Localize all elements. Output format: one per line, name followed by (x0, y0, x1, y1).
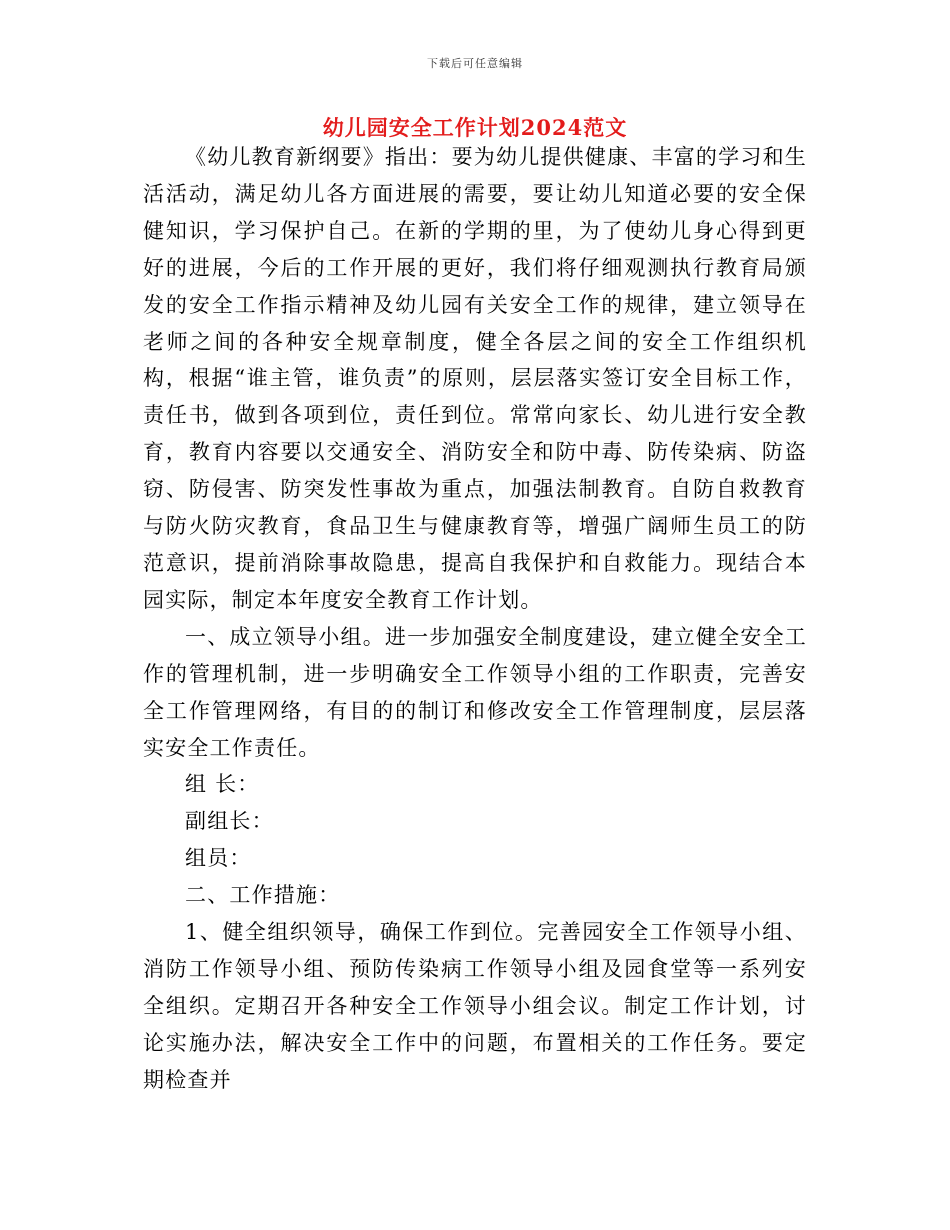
paragraph-intro: 《幼儿教育新纲要》指出：要为幼儿提供健康、丰富的学习和生活活动，满足幼儿各方面进展的需要，要让幼儿知道必要的安全保健知识，学习保护自己。在新的学期的里，为了使幼儿身心得到更好的进展，今后的工作开展的更好，我们将仔细观测执行教育局颁发的安全工作指示精神及幼儿园有关安全工作的规律，建立领导在老师之间的各种安全规章制度，健全各层之间的安全工作组织机构，根据“谁主管，谁负责”的原则，层层落实签订安全目标工作，责任书，做到各项到位，责任到位。常常向家长、幼儿进行安全教育，教育内容要以交通安全、消防安全和防中毒、防传染病、防盗窃、防侵害、防突发性事故为重点，加强法制教育。自防自救教育与防火防灾教育，食品卫生与健康教育等，增强广阔师生员工的防范意识，提前消除事故隐患，提高自我保护和自救能力。现结合本园实际，制定本年度安全教育工作计划。 (143, 145, 807, 612)
document-title: 幼儿园安全工作计划2024范文 (322, 115, 628, 140)
paragraph-members: 组员： (185, 846, 252, 871)
paragraph-section-two: 二、工作措施： (185, 883, 341, 908)
paragraph-section-one: 一、成立领导小组。进一步加强安全制度建设，建立健全安全工作的管理机制，进一步明确安全工作领导小组的工作职责，完善安全工作管理网络，有目的的制订和修改安全工作管理制度，层层落实安全工作责任。 (143, 624, 807, 760)
document-body (143, 139, 807, 1099)
paragraph-deputy-leader: 副组长： (185, 809, 274, 834)
paragraph-measure-one: 1、健全组织领导，确保工作到位。完善园安全工作领导小组、消防工作领导小组、预防传染病工作领导小组及园食堂等一系列安全组织。定期召开各种安全工作领导小组会议。制定工作计划，讨论实施办法，解决安全工作中的问题，布置相关的工作任务。要定期检查并 (143, 920, 807, 1092)
paragraph-group-leader: 组 长： (185, 772, 260, 797)
header-note: 下载后可任意编辑 (427, 57, 523, 70)
